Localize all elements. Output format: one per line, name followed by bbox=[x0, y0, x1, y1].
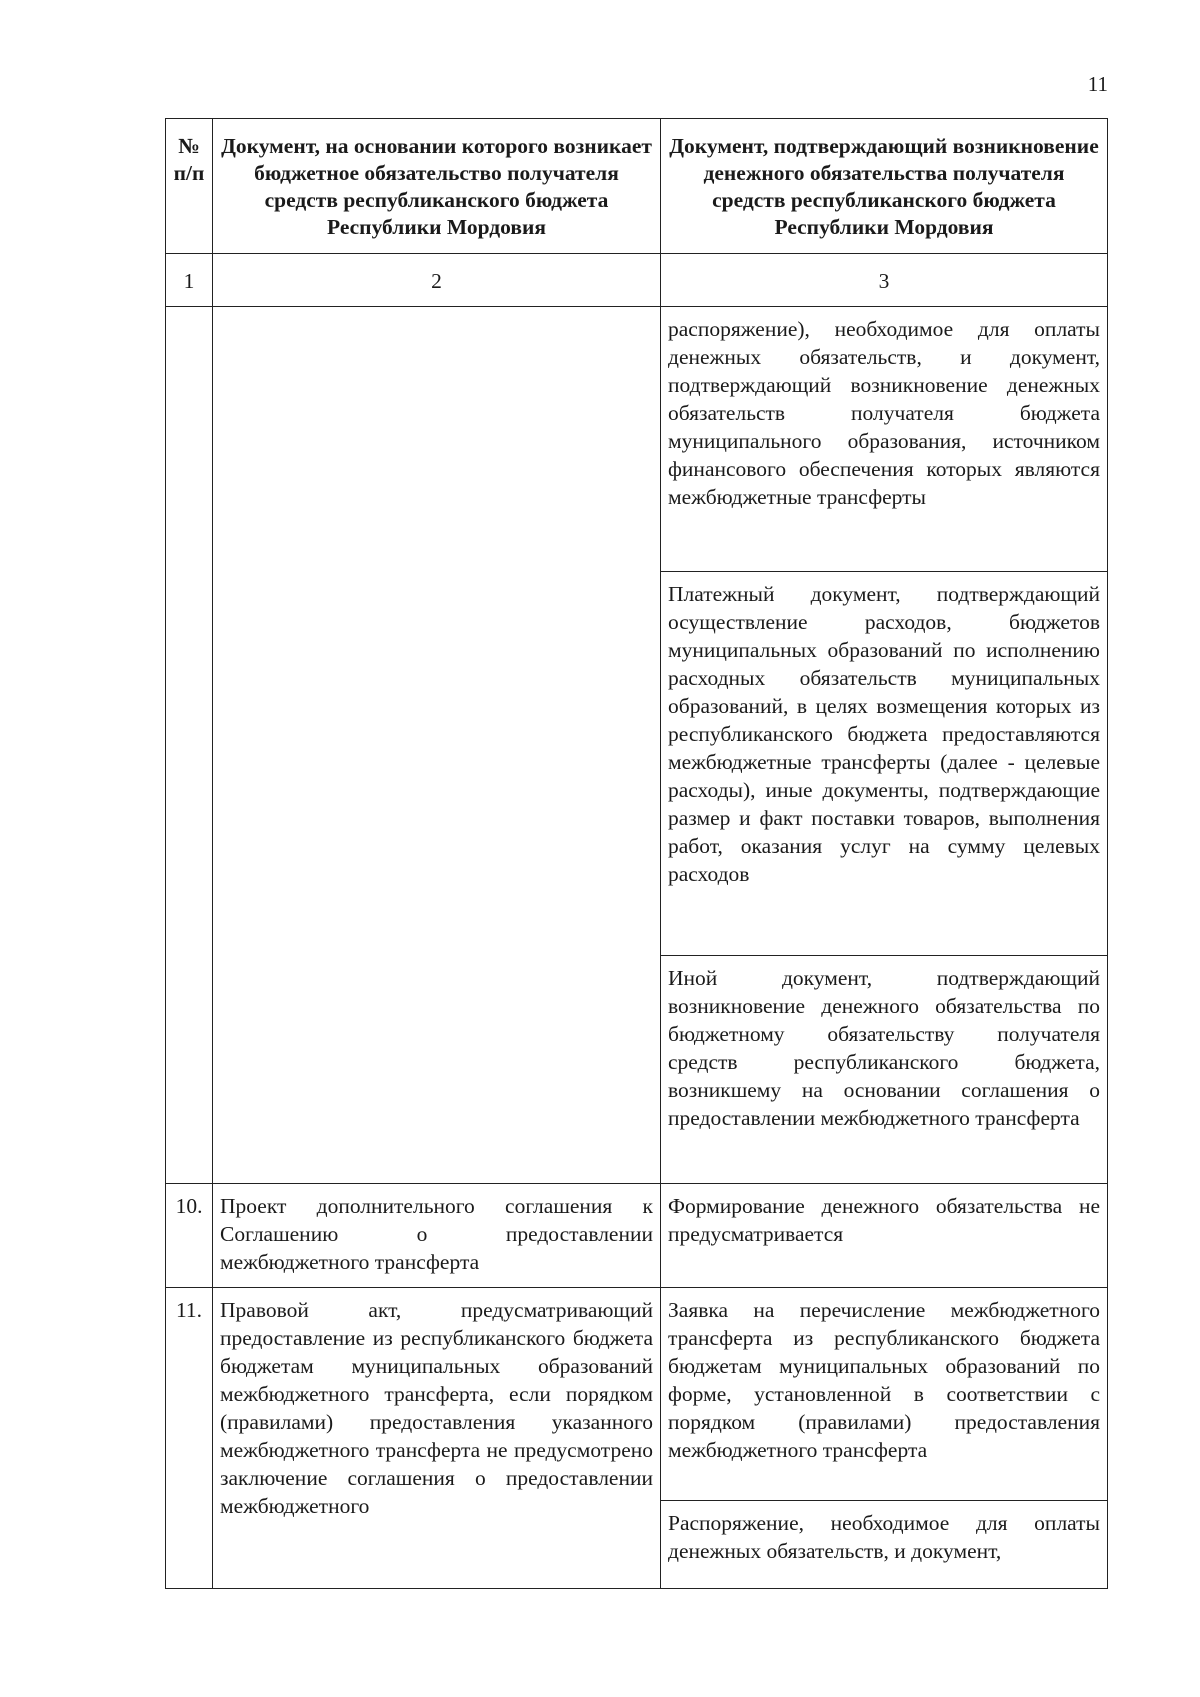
row-number bbox=[166, 307, 213, 1184]
header-basis-document: Документ, на основании которого возникает бюджетное обязательство получателя средств республиканского бюджета Республики Мордовия bbox=[213, 119, 661, 254]
row-basis-document bbox=[213, 307, 661, 1184]
table-header-row bbox=[166, 119, 1108, 254]
page-number: 11 bbox=[1087, 72, 1108, 96]
header-confirming-document: Документ, подтверждающий возникновение денежного обязательства получателя средств республиканского бюджета Республики Мордовия bbox=[661, 119, 1108, 254]
column-numbers-row bbox=[166, 254, 1108, 307]
document-table bbox=[165, 118, 1108, 1589]
header-number: № п/п bbox=[166, 119, 213, 254]
confirming-document-item: Платежный документ, подтверждающий осуществление расходов, бюджетов муниципальных образований по исполнению расходных обязательств муниципальных образований, в целях возмещения которых из республиканского бюджета предоставляются межбюджетные трансферты (далее - целевые расходы), иные документы, подтверждающие размер и факт поставки товаров, выполнения работ, оказания услуг на сумму целевых расходов bbox=[661, 572, 1107, 956]
confirming-document-item: распоряжение), необходимое для оплаты денежных обязательств, и документ, подтверждающий возникновение денежных обязательств получателя бюджета муниципального образования, источником финансового обеспечения которых являются межбюджетные трансферты bbox=[661, 307, 1107, 572]
row-confirming-document: Формирование денежного обязательства не предусматривается bbox=[661, 1184, 1108, 1288]
row-basis-document: Проект дополнительного соглашения к Соглашению о предоставлении межбюджетного трансферта bbox=[213, 1184, 661, 1288]
column-number-2: 2 bbox=[213, 254, 661, 307]
table-row bbox=[166, 307, 1108, 1184]
row-number: 11. bbox=[166, 1288, 213, 1589]
confirming-document-item: Распоряжение, необходимое для оплаты денежных обязательств, и документ, bbox=[668, 1511, 1100, 1563]
row-confirming-documents bbox=[661, 1288, 1108, 1589]
row-basis-document: Правовой акт, предусматривающий предоставление из республиканского бюджета бюджетам муниципальных образований межбюджетного трансферта, если порядком (правилами) предоставления указанного межбюджетного трансферта не предусмотрено заключение соглашения о предоставлении межбюджетного bbox=[220, 1298, 653, 1518]
table-row bbox=[166, 1184, 1108, 1288]
row-confirming-documents bbox=[661, 307, 1108, 1184]
confirming-document-item: Иной документ, подтверждающий возникновение денежного обязательства по бюджетному обязательству получателя средств республиканского бюджета, возникшему на основании соглашения о предоставлении межбюджетного трансферта bbox=[668, 966, 1100, 1130]
column-number-3: 3 bbox=[661, 254, 1108, 307]
row-basis-document-cell bbox=[213, 1288, 661, 1589]
table-row bbox=[166, 1288, 1108, 1589]
column-number-1: 1 bbox=[166, 254, 213, 307]
row-number: 10. bbox=[166, 1184, 213, 1288]
confirming-document-item: Заявка на перечисление межбюджетного трансферта из республиканского бюджета бюджетам муниципальных образований по форме, установленной в соответствии с порядком (правилами) предоставления межбюджетного трансферта bbox=[661, 1288, 1107, 1501]
